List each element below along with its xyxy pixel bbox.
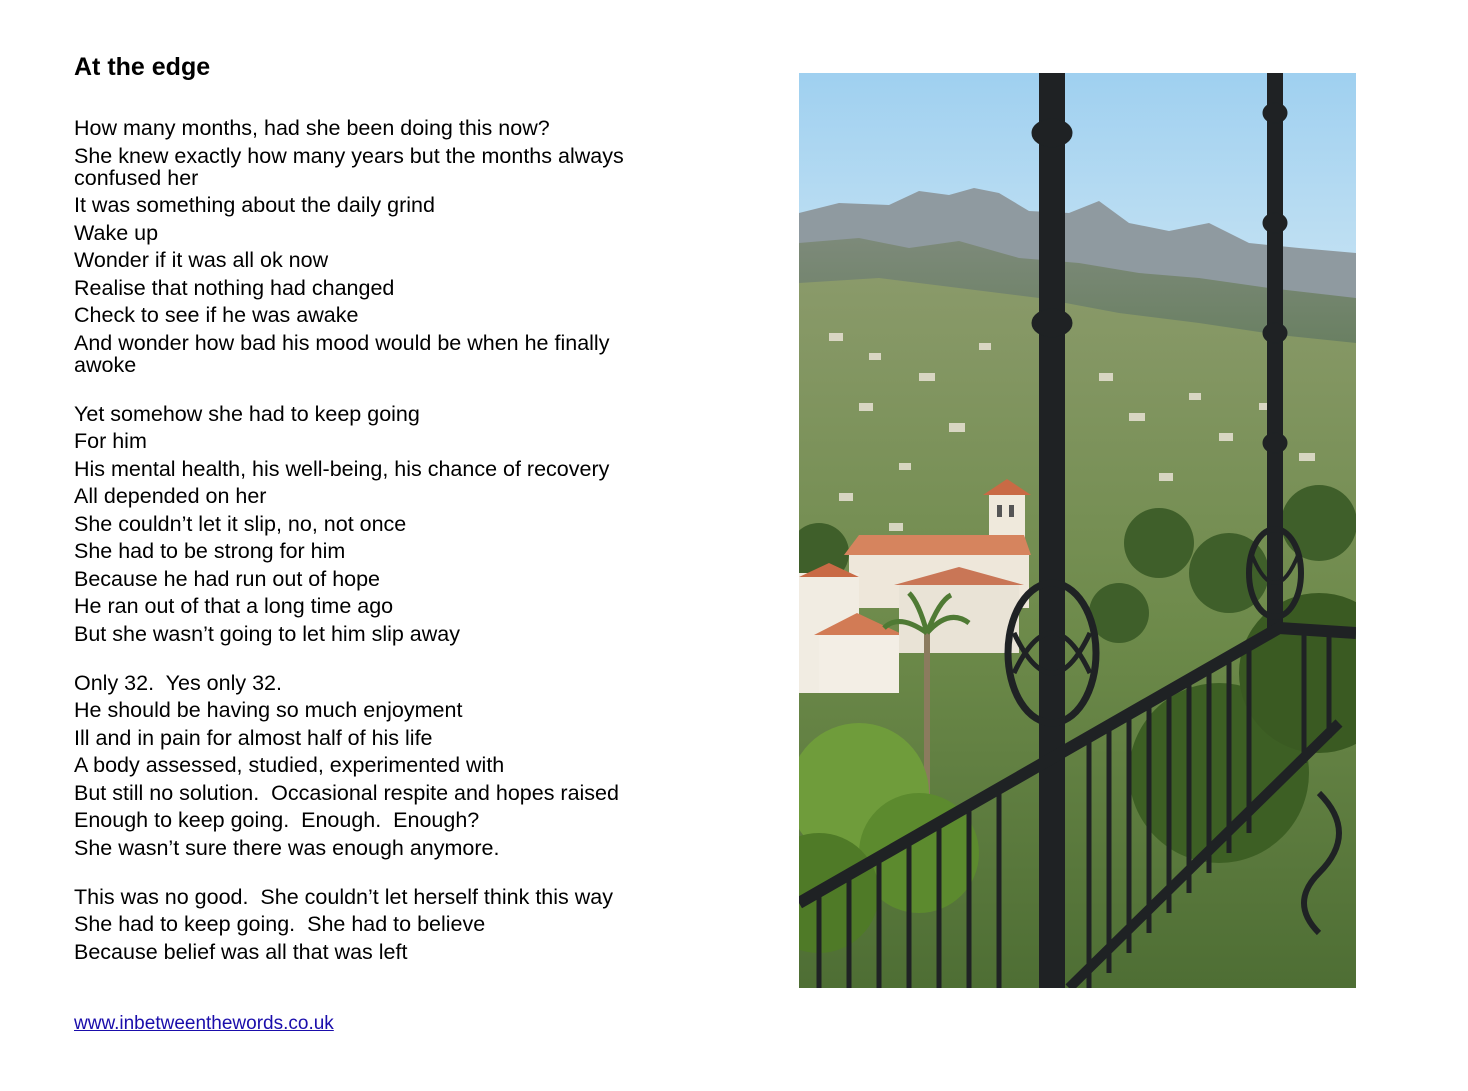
poem-line: She had to be strong for him [74,539,346,563]
poem-line: His mental health, his well-being, his chance of recovery [74,456,610,481]
poem-line: And wonder how bad his mood would be when he finally awoke [74,330,610,377]
poem-line: All depended on her [74,484,267,508]
stanza [74,117,714,376]
poem-line: She knew exactly how many years but the months always confused her [74,143,624,190]
poem-line: Wake up [74,220,159,245]
poem-line: Check to see if he was awake [74,303,359,327]
poem-line: Because he had run out of hope [74,566,381,591]
poem-body [74,117,714,990]
poem-line: Yet somehow she had to keep going [74,401,420,426]
poem-line: How many months, had she been doing this now? [74,116,550,140]
poem-line: Only 32. Yes only 32. [74,670,282,695]
poem-line: She wasn’t sure there was enough anymore. [74,835,500,860]
website-link[interactable]: www.inbetweenthewords.co.uk [74,1013,334,1034]
poem-line: He ran out of that a long time ago [74,594,394,618]
poem-line: She had to keep going. She had to believe [74,912,486,936]
poem-line: This was no good. She couldn’t let herself think this way [74,884,613,909]
poem-line: Ill and in pain for almost half of his life [74,725,433,750]
poem-line: Wonder if it was all ok now [74,248,329,272]
poem-title: At the edge [74,53,211,81]
poem-line: Enough to keep going. Enough. Enough? [74,808,480,832]
poem-line: But she wasn’t going to let him slip away [74,621,461,646]
poem-line: Because belief was all that was left [74,939,408,964]
poem-line: Realise that nothing had changed [74,275,395,300]
balcony-view-photo [799,73,1356,988]
poem-line: But still no solution. Occasional respite and hopes raised [74,780,619,805]
stanza [74,886,714,963]
poem-line: She couldn’t let it slip, no, not once [74,511,407,536]
poem-line: A body assessed, studied, experimented with [74,753,505,777]
poem-line: He should be having so much enjoyment [74,698,463,722]
stanza [74,672,714,859]
poem-line: For him [74,429,147,453]
stanza [74,403,714,645]
photo-illustration [799,73,1356,988]
poem-line: It was something about the daily grind [74,193,435,217]
